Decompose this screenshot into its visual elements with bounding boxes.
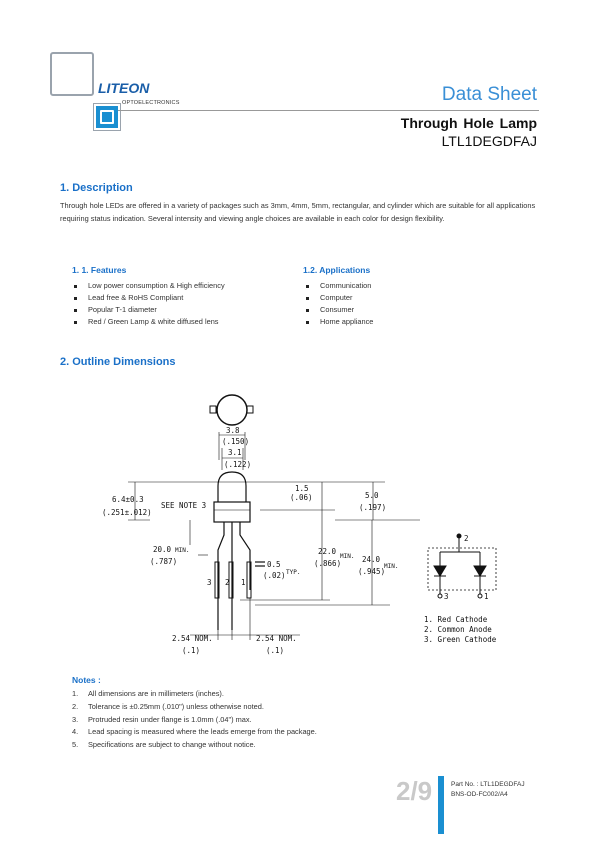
outline-heading: 2. Outline Dimensions — [60, 356, 176, 368]
features-heading: 1. 1. Features — [72, 265, 127, 275]
notes-list — [72, 688, 317, 752]
dim-24.0: 24.0 — [362, 555, 381, 564]
list-item: Lead free & RoHS Compliant — [72, 292, 225, 304]
applications-heading: 1.2. Applications — [303, 265, 371, 275]
led-schematic — [428, 534, 496, 598]
footer-doc-no: BNS-OD-FC002/A4 — [451, 791, 508, 798]
dim-1.5: 1.5 — [295, 484, 309, 493]
schematic-pin-3: 3 — [444, 592, 449, 601]
page-accent-bar — [438, 776, 444, 834]
dim-5.0: 5.0 — [365, 491, 379, 500]
features-list — [72, 280, 225, 328]
list-item: Red / Green Lamp & white diffused lens — [72, 316, 225, 328]
list-item: Computer — [304, 292, 373, 304]
dim-2.54-a: 2.54 NOM. — [172, 634, 213, 643]
dim-0.5-typ: TYP. — [286, 569, 301, 576]
dim-3.1: 3.1 — [228, 448, 242, 457]
description-heading: 1. Description — [60, 182, 133, 194]
lead-stubs — [215, 562, 251, 598]
dim-0.5: 0.5 — [267, 560, 281, 569]
notes-heading: Notes : — [72, 675, 101, 685]
dim-20.0: 20.0 — [153, 545, 172, 554]
see-note-3: SEE NOTE 3 — [161, 501, 207, 510]
pin-label-2: 2 — [225, 578, 230, 587]
doc-type-title: Data Sheet — [441, 84, 537, 105]
list-item: Popular T-1 diameter — [72, 304, 225, 316]
dim-5.0-inch: (.197) — [359, 503, 387, 512]
list-item: 2. Tolerance is ±0.25mm (.010") unless otherwise noted. — [72, 701, 264, 711]
legend-green-cathode: 3. Green Cathode — [424, 635, 497, 644]
dim-6.4-inch: (.251±.012) — [102, 508, 152, 517]
dim-2.54-a-inch: (.1) — [182, 646, 201, 655]
dim-3.1-inch: (.122) — [224, 460, 252, 469]
page-number: 2/9 — [396, 776, 433, 806]
led-body — [214, 472, 265, 630]
top-view — [210, 395, 253, 425]
footer-info — [451, 780, 525, 800]
product-title: Through Hole Lamp — [400, 115, 537, 131]
dim-24.0-min: MIN. — [384, 563, 399, 570]
legend-red-cathode: 1. Red Cathode — [424, 615, 488, 624]
logo-square-icon — [94, 104, 120, 130]
header-divider — [118, 110, 539, 111]
footer-part-no: Part No. : LTL1DEGDFAJ — [451, 781, 525, 788]
list-item: Low power consumption & High efficiency — [72, 280, 225, 292]
dim-1.5-inch: (.06) — [290, 493, 313, 502]
outline-drawing — [90, 390, 510, 660]
schematic-pin-1: 1 — [484, 592, 489, 601]
legend-common-anode: 2. Common Anode — [424, 625, 492, 634]
dim-2.54-b-inch: (.1) — [266, 646, 285, 655]
dim-0.5-inch: (.02) — [263, 571, 286, 580]
dim-20.0-min: MIN. — [175, 547, 190, 554]
list-item: 1. All dimensions are in millimeters (inches). — [72, 689, 224, 698]
dim-2.54-b: 2.54 NOM. — [256, 634, 297, 643]
list-item: Communication — [304, 280, 373, 292]
list-item: Home appliance — [304, 316, 373, 328]
dim-3.8: 3.8 — [226, 426, 240, 435]
pin-label-3: 3 — [207, 578, 212, 587]
dim-24.0-inch: (.945) — [358, 567, 386, 576]
description-text: Through hole LEDs are offered in a variety of packages such as 3mm, 4mm, 5mm, rectangular, and cylinder which are suitable for all applications requiring status indication. Several intensity and viewing angle choices are available in each color for design flexibility. — [60, 201, 536, 223]
logo-subtext: OPTOELECTRONICS — [122, 100, 180, 106]
dim-3.8-inch: (.150) — [222, 437, 250, 446]
dim-22.0: 22.0 — [318, 547, 337, 556]
part-number-title: LTL1DEGDFAJ — [441, 133, 537, 149]
dim-20.0-inch: (.787) — [150, 557, 178, 566]
applications-list — [304, 280, 373, 328]
dim-6.4: 6.4±0.3 — [112, 495, 144, 504]
list-item: 5. Specifications are subject to change without notice. — [72, 740, 256, 750]
logo-text: LITEON — [98, 80, 150, 96]
schematic-pin-2: 2 — [464, 534, 469, 543]
list-item: 4. Lead spacing is measured where the leads emerge from the package. — [72, 727, 317, 737]
dim-22.0-min: MIN. — [340, 553, 355, 560]
dim-22.0-inch: (.866) — [314, 559, 342, 568]
pin-label-1: 1 — [241, 578, 246, 587]
list-item: 3. Protruded resin under flange is 1.0mm (.04") max. — [72, 714, 252, 724]
logo-frame — [50, 52, 94, 96]
list-item: Consumer — [304, 304, 373, 316]
